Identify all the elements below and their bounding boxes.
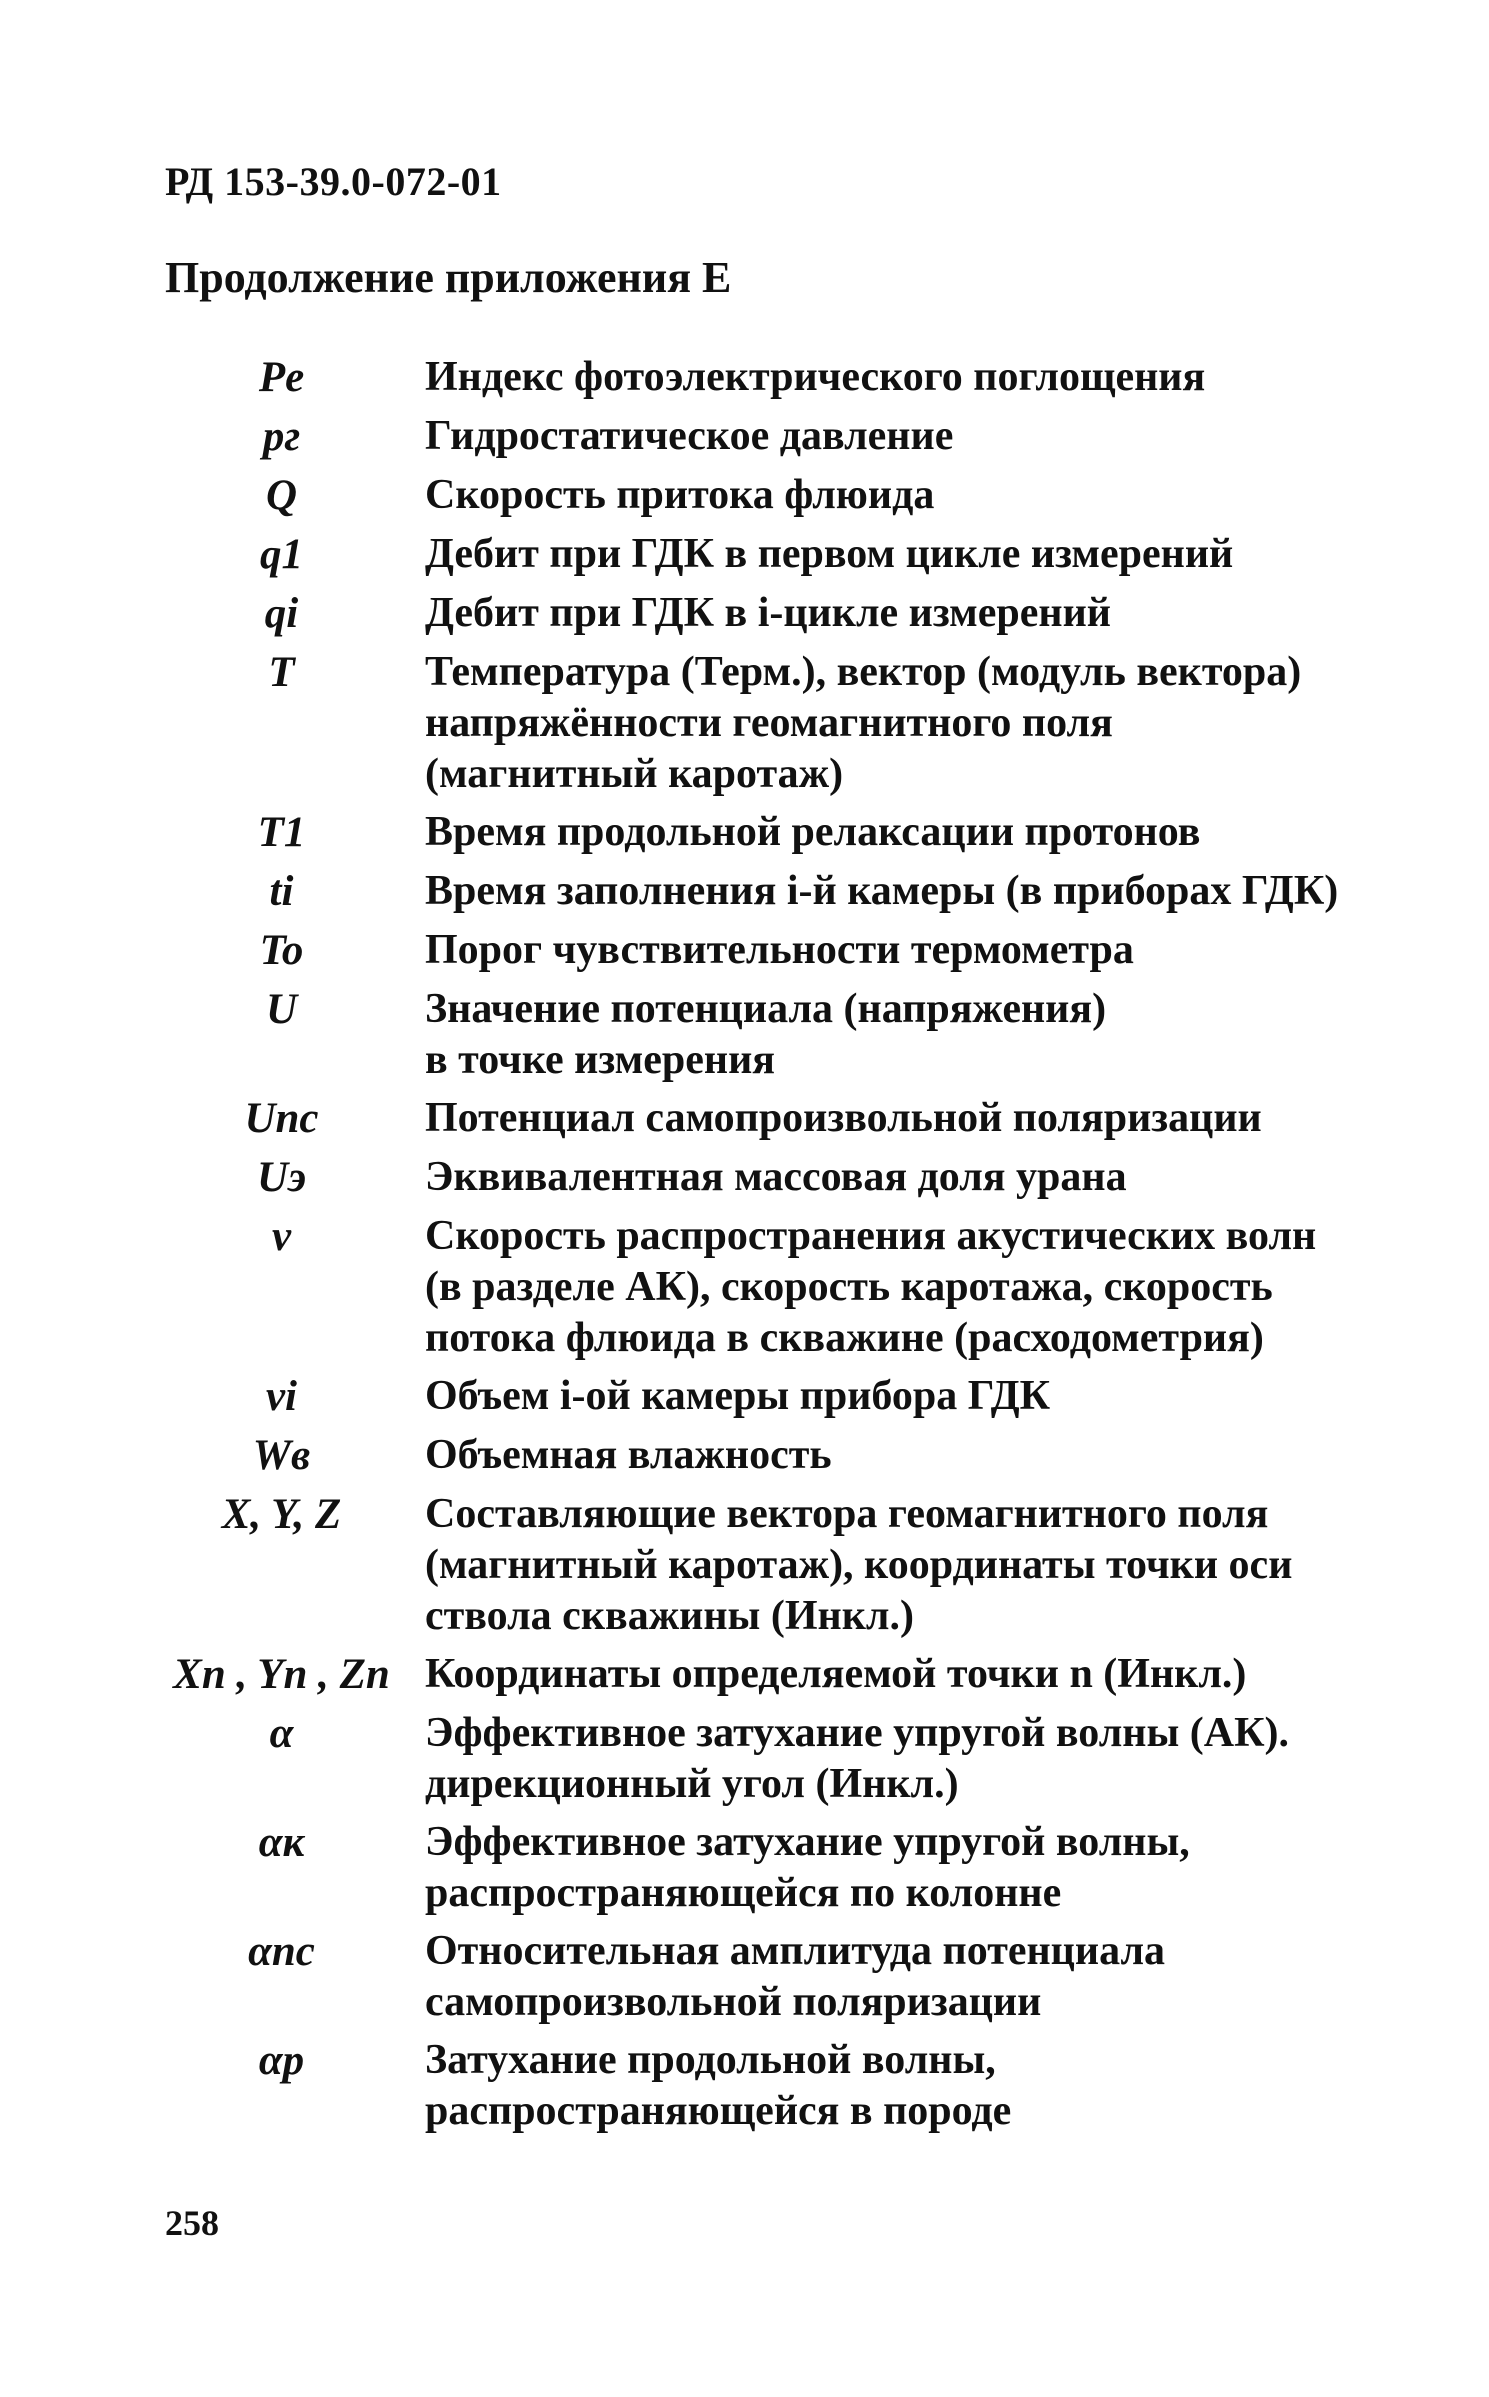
description-line: Объемная влажность	[425, 1432, 832, 1478]
symbol: Xn , Yn , Zn	[173, 1651, 390, 1698]
symbol-description	[403, 411, 1420, 462]
symbol-row	[160, 925, 1420, 977]
symbol-description	[403, 866, 1420, 917]
symbol: T	[268, 649, 295, 696]
symbol: v	[271, 1213, 292, 1260]
symbol-description	[403, 1649, 1420, 1700]
symbol-table	[160, 352, 1420, 2144]
symbol-description	[403, 2035, 1420, 2137]
symbol: Wв	[252, 1432, 311, 1479]
symbol-description	[403, 470, 1420, 521]
symbol: Q	[265, 472, 298, 519]
description-line: самопроизвольной поляризации	[425, 1979, 1042, 2025]
description-line: Потенциал самопроизвольной поляризации	[425, 1095, 1262, 1141]
document-code: РД 153-39.0-072-01	[165, 159, 502, 204]
symbol-row	[160, 1649, 1420, 1701]
symbol-row	[160, 588, 1420, 640]
symbol: Pe	[258, 354, 305, 401]
symbol: vi	[265, 1373, 298, 1420]
symbol: Uпс	[244, 1095, 319, 1142]
description-line: распространяющейся по колонне	[425, 1870, 1062, 1916]
symbol: U	[265, 986, 298, 1033]
symbol-description	[403, 1371, 1420, 1422]
symbol-row	[160, 1211, 1420, 1364]
symbol-description	[403, 1430, 1420, 1481]
description-line: Температура (Терм.), вектор (модуль вектора)	[425, 649, 1302, 695]
description-line: Время заполнения i-й камеры (в приборах ГДК)	[425, 868, 1339, 914]
symbol-row	[160, 1093, 1420, 1145]
symbol: αp	[258, 2037, 305, 2084]
symbol: pг	[262, 413, 301, 460]
symbol: ti	[269, 868, 294, 915]
description-line: потока флюида в скважине (расходометрия)	[425, 1315, 1264, 1361]
symbol: T1	[257, 809, 306, 856]
symbol-description	[403, 1489, 1420, 1642]
description-line: Дебит при ГДК в первом цикле измерений	[425, 531, 1234, 577]
description-line: Индекс фотоэлектрического поглощения	[425, 354, 1206, 400]
symbol-description	[403, 1817, 1420, 1919]
symbol-description	[403, 925, 1420, 976]
description-line: Дебит при ГДК в i-цикле измерений	[425, 590, 1111, 636]
symbol-row	[160, 529, 1420, 581]
symbol-row	[160, 1817, 1420, 1919]
symbol-row	[160, 866, 1420, 918]
symbol-row	[160, 984, 1420, 1086]
description-line: (магнитный каротаж), координаты точки оси	[425, 1542, 1293, 1588]
description-line: Скорость распространения акустических волн	[425, 1213, 1317, 1259]
description-line: напряжённости геомагнитного поля	[425, 700, 1113, 746]
symbol-row	[160, 647, 1420, 800]
symbol-row	[160, 1430, 1420, 1482]
symbol-description	[403, 807, 1420, 858]
symbol-row	[160, 1489, 1420, 1642]
description-line: Эффективное затухание упругой волны,	[425, 1819, 1190, 1865]
description-line: Затухание продольной волны,	[425, 2037, 996, 2083]
section-title: Продолжение приложения Е	[165, 253, 732, 302]
symbol-row	[160, 411, 1420, 463]
symbol-row	[160, 2035, 1420, 2137]
symbol: q1	[260, 531, 303, 578]
symbol: αк	[258, 1819, 305, 1866]
page-number: 258	[165, 2203, 219, 2243]
symbol: αпс	[248, 1928, 315, 1975]
symbol-description	[403, 984, 1420, 1086]
symbol-description	[403, 529, 1420, 580]
symbol-description	[403, 1093, 1420, 1144]
description-line: Порог чувствительности термометра	[425, 927, 1134, 973]
symbol-description	[403, 1152, 1420, 1203]
description-line: (в разделе АК), скорость каротажа, скорость	[425, 1264, 1273, 1310]
description-line: Координаты определяемой точки n (Инкл.)	[425, 1651, 1247, 1697]
description-line: распространяющейся в породе	[425, 2088, 1012, 2134]
description-line: (магнитный каротаж)	[425, 751, 844, 797]
symbol-description	[403, 1211, 1420, 1364]
symbol-row	[160, 470, 1420, 522]
description-line: Эквивалентная массовая доля урана	[425, 1154, 1127, 1200]
symbol-description	[403, 1708, 1420, 1810]
symbol-row	[160, 807, 1420, 859]
description-line: Гидростатическое давление	[425, 413, 954, 459]
symbol-description	[403, 1926, 1420, 2028]
description-line: Значение потенциала (напряжения)	[425, 986, 1107, 1032]
symbol: X, Y, Z	[221, 1491, 342, 1538]
description-line: Время продольной релаксации протонов	[425, 809, 1201, 855]
symbol-row	[160, 352, 1420, 404]
description-line: Объем i-ой камеры прибора ГДК	[425, 1373, 1051, 1419]
symbol: Uэ	[257, 1154, 306, 1201]
symbol: To	[259, 927, 304, 974]
description-line: дирекционный угол (Инкл.)	[425, 1761, 959, 1807]
description-line: Относительная амплитуда потенциала	[425, 1928, 1166, 1974]
symbol-row	[160, 1926, 1420, 2028]
description-line: ствола скважины (Инкл.)	[425, 1593, 914, 1639]
symbol-description	[403, 647, 1420, 800]
symbol-description	[403, 352, 1420, 403]
description-line: Скорость притока флюида	[425, 472, 935, 518]
description-line: Составляющие вектора геомагнитного поля	[425, 1491, 1269, 1537]
symbol-row	[160, 1152, 1420, 1204]
symbol-row	[160, 1371, 1420, 1423]
symbol: qi	[264, 590, 299, 637]
symbol: α	[269, 1710, 294, 1757]
symbol-row	[160, 1708, 1420, 1810]
symbol-description	[403, 588, 1420, 639]
description-line: Эффективное затухание упругой волны (АК).	[425, 1710, 1290, 1756]
description-line: в точке измерения	[425, 1037, 776, 1083]
